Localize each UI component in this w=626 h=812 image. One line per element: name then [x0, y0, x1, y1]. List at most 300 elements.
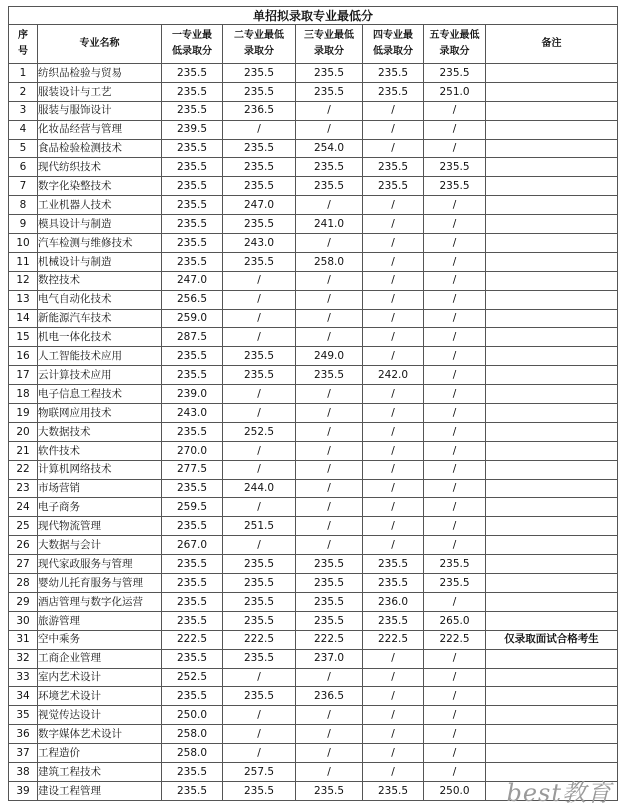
second-choice-score: /: [223, 536, 296, 555]
row-index: 4: [9, 120, 38, 139]
second-choice-score: 235.5: [223, 781, 296, 800]
table-row: [9, 498, 618, 517]
major-name: 现代纺织技术: [38, 158, 162, 177]
second-choice-score: /: [223, 460, 296, 479]
third-choice-score: /: [296, 744, 363, 763]
fourth-choice-score: /: [363, 215, 424, 234]
fifth-choice-score: 235.5: [424, 158, 486, 177]
row-index: 16: [9, 347, 38, 366]
row-index: 35: [9, 706, 38, 725]
fourth-choice-score: /: [363, 385, 424, 404]
fifth-choice-score: 235.5: [424, 574, 486, 593]
fourth-choice-score: 235.5: [363, 574, 424, 593]
fourth-choice-score: 235.5: [363, 158, 424, 177]
major-name: 酒店管理与数字化运营: [38, 592, 162, 611]
second-choice-score: 222.5: [223, 630, 296, 649]
note-cell: [486, 101, 618, 120]
second-choice-score: 235.5: [223, 555, 296, 574]
row-index: 27: [9, 555, 38, 574]
fourth-choice-score: /: [363, 234, 424, 253]
second-choice-score: /: [223, 706, 296, 725]
second-choice-score: /: [223, 441, 296, 460]
first-choice-score: 287.5: [162, 328, 223, 347]
second-choice-score: 235.5: [223, 64, 296, 83]
first-choice-score: 243.0: [162, 404, 223, 423]
third-choice-score: 254.0: [296, 139, 363, 158]
fourth-choice-score: /: [363, 536, 424, 555]
table-row: [9, 404, 618, 423]
fourth-choice-score: 235.5: [363, 781, 424, 800]
first-choice-score: 235.5: [162, 555, 223, 574]
first-choice-score: 247.0: [162, 271, 223, 290]
note-cell: [486, 366, 618, 385]
note-cell: [486, 385, 618, 404]
second-choice-score: 235.5: [223, 252, 296, 271]
table-row: [9, 120, 618, 139]
note-cell: [486, 574, 618, 593]
fifth-choice-score: /: [424, 536, 486, 555]
row-index: 23: [9, 479, 38, 498]
fifth-choice-score: /: [424, 366, 486, 385]
row-index: 19: [9, 404, 38, 423]
row-index: 8: [9, 196, 38, 215]
major-name: 人工智能技术应用: [38, 347, 162, 366]
fourth-choice-score: /: [363, 290, 424, 309]
first-choice-score: 258.0: [162, 725, 223, 744]
fourth-choice-score: /: [363, 422, 424, 441]
first-choice-score: 235.5: [162, 215, 223, 234]
first-choice-score: 222.5: [162, 630, 223, 649]
first-choice-score: 235.5: [162, 649, 223, 668]
table-row: [9, 366, 618, 385]
fourth-choice-score: /: [363, 744, 424, 763]
fourth-choice-score: /: [363, 347, 424, 366]
major-name: 电子商务: [38, 498, 162, 517]
note-cell: [486, 64, 618, 83]
note-cell: [486, 460, 618, 479]
table-row: [9, 309, 618, 328]
note-cell: [486, 422, 618, 441]
fifth-choice-score: /: [424, 290, 486, 309]
second-choice-score: 235.5: [223, 574, 296, 593]
row-index: 1: [9, 64, 38, 83]
fifth-choice-score: /: [424, 234, 486, 253]
third-choice-score: /: [296, 120, 363, 139]
first-choice-score: 235.5: [162, 82, 223, 101]
table-row: [9, 252, 618, 271]
note-cell: [486, 290, 618, 309]
fifth-choice-score: /: [424, 706, 486, 725]
row-index: 34: [9, 687, 38, 706]
fifth-choice-score: /: [424, 687, 486, 706]
first-choice-score: 277.5: [162, 460, 223, 479]
table-row: [9, 668, 618, 687]
fifth-choice-score: /: [424, 422, 486, 441]
note-cell: [486, 139, 618, 158]
major-name: 服装与服饰设计: [38, 101, 162, 120]
first-choice-score: 259.5: [162, 498, 223, 517]
fifth-choice-score: /: [424, 649, 486, 668]
row-index: 32: [9, 649, 38, 668]
major-name: 市场营销: [38, 479, 162, 498]
table-row: [9, 536, 618, 555]
table-row: [9, 630, 618, 649]
table-row: [9, 271, 618, 290]
first-choice-score: 235.5: [162, 611, 223, 630]
second-choice-score: /: [223, 385, 296, 404]
major-name: 旅游管理: [38, 611, 162, 630]
major-name: 工业机器人技术: [38, 196, 162, 215]
first-choice-score: 259.0: [162, 309, 223, 328]
row-index: 18: [9, 385, 38, 404]
major-name: 工商企业管理: [38, 649, 162, 668]
table-row: [9, 101, 618, 120]
row-index: 22: [9, 460, 38, 479]
table-row: [9, 574, 618, 593]
fourth-choice-score: /: [363, 101, 424, 120]
first-choice-score: 235.5: [162, 234, 223, 253]
third-choice-score: 235.5: [296, 574, 363, 593]
fifth-choice-score: /: [424, 744, 486, 763]
first-choice-score: 258.0: [162, 744, 223, 763]
fifth-choice-score: /: [424, 762, 486, 781]
row-index: 30: [9, 611, 38, 630]
fourth-choice-score: 235.5: [363, 611, 424, 630]
row-index: 13: [9, 290, 38, 309]
first-choice-score: 235.5: [162, 196, 223, 215]
third-choice-score: 235.5: [296, 781, 363, 800]
fourth-choice-score: /: [363, 687, 424, 706]
fifth-choice-score: /: [424, 498, 486, 517]
fourth-choice-score: /: [363, 309, 424, 328]
fifth-choice-score: /: [424, 347, 486, 366]
table-title: 单招拟录取专业最低分: [9, 7, 618, 25]
fourth-choice-score: /: [363, 460, 424, 479]
fourth-choice-score: /: [363, 517, 424, 536]
note-cell: [486, 536, 618, 555]
note-cell: [486, 404, 618, 423]
note-cell: [486, 441, 618, 460]
major-name: 计算机网络技术: [38, 460, 162, 479]
row-index: 7: [9, 177, 38, 196]
row-index: 17: [9, 366, 38, 385]
fourth-choice-score: /: [363, 649, 424, 668]
major-name: 电子信息工程技术: [38, 385, 162, 404]
note-cell: [486, 555, 618, 574]
fifth-choice-score: /: [424, 328, 486, 347]
row-index: 6: [9, 158, 38, 177]
major-name: 环境艺术设计: [38, 687, 162, 706]
row-index: 24: [9, 498, 38, 517]
major-name: 新能源汽车技术: [38, 309, 162, 328]
fourth-choice-score: /: [363, 441, 424, 460]
third-choice-score: /: [296, 668, 363, 687]
third-choice-score: /: [296, 422, 363, 441]
fourth-choice-score: 235.5: [363, 64, 424, 83]
second-choice-score: /: [223, 309, 296, 328]
fourth-choice-score: /: [363, 725, 424, 744]
table-row: [9, 687, 618, 706]
row-index: 33: [9, 668, 38, 687]
second-choice-score: 257.5: [223, 762, 296, 781]
third-choice-score: /: [296, 441, 363, 460]
row-index: 25: [9, 517, 38, 536]
fifth-choice-score: 235.5: [424, 555, 486, 574]
row-index: 12: [9, 271, 38, 290]
fifth-choice-score: /: [424, 460, 486, 479]
first-choice-score: 235.5: [162, 347, 223, 366]
table-row: [9, 611, 618, 630]
note-cell: [486, 479, 618, 498]
second-choice-score: /: [223, 290, 296, 309]
note-cell: [486, 252, 618, 271]
third-choice-score: 237.0: [296, 649, 363, 668]
note-cell: [486, 592, 618, 611]
major-name: 空中乘务: [38, 630, 162, 649]
table-row: [9, 555, 618, 574]
row-index: 31: [9, 630, 38, 649]
note-cell: [486, 725, 618, 744]
first-choice-score: 235.5: [162, 158, 223, 177]
fourth-choice-score: 235.5: [363, 177, 424, 196]
note-cell: [486, 687, 618, 706]
third-choice-score: /: [296, 385, 363, 404]
third-choice-score: /: [296, 404, 363, 423]
note-cell: [486, 498, 618, 517]
table-row: [9, 82, 618, 101]
table-row: [9, 385, 618, 404]
table-row: [9, 215, 618, 234]
second-choice-score: 235.5: [223, 158, 296, 177]
note-cell: [486, 234, 618, 253]
first-choice-score: 235.5: [162, 64, 223, 83]
third-choice-score: 235.5: [296, 611, 363, 630]
header-index: 序 号: [9, 25, 38, 64]
major-name: 机械设计与制造: [38, 252, 162, 271]
table-row: [9, 328, 618, 347]
fourth-choice-score: /: [363, 271, 424, 290]
watermark-logo: best教育: [506, 779, 612, 807]
fourth-choice-score: /: [363, 139, 424, 158]
second-choice-score: /: [223, 668, 296, 687]
fifth-choice-score: /: [424, 139, 486, 158]
third-choice-score: /: [296, 517, 363, 536]
row-index: 38: [9, 762, 38, 781]
fifth-choice-score: /: [424, 120, 486, 139]
major-name: 大数据与会计: [38, 536, 162, 555]
second-choice-score: 235.5: [223, 82, 296, 101]
major-name: 视觉传达设计: [38, 706, 162, 725]
table-row: [9, 139, 618, 158]
row-index: 28: [9, 574, 38, 593]
note-cell: [486, 611, 618, 630]
major-name: 室内艺术设计: [38, 668, 162, 687]
third-choice-score: /: [296, 290, 363, 309]
third-choice-score: 241.0: [296, 215, 363, 234]
table-row: [9, 234, 618, 253]
major-name: 数字媒体艺术设计: [38, 725, 162, 744]
major-name: 现代家政服务与管理: [38, 555, 162, 574]
second-choice-score: 252.5: [223, 422, 296, 441]
fifth-choice-score: 265.0: [424, 611, 486, 630]
first-choice-score: 256.5: [162, 290, 223, 309]
first-choice-score: 250.0: [162, 706, 223, 725]
fourth-choice-score: /: [363, 328, 424, 347]
major-name: 建设工程管理: [38, 781, 162, 800]
second-choice-score: 235.5: [223, 366, 296, 385]
fifth-choice-score: /: [424, 252, 486, 271]
second-choice-score: 235.5: [223, 649, 296, 668]
fourth-choice-score: 235.5: [363, 555, 424, 574]
fourth-choice-score: 242.0: [363, 366, 424, 385]
second-choice-score: /: [223, 404, 296, 423]
fifth-choice-score: /: [424, 592, 486, 611]
third-choice-score: /: [296, 725, 363, 744]
note-cell: 仅录取面试合格考生: [486, 630, 618, 649]
second-choice-score: 235.5: [223, 177, 296, 196]
fourth-choice-score: /: [363, 196, 424, 215]
major-name: 建筑工程技术: [38, 762, 162, 781]
major-name: 数字化染整技术: [38, 177, 162, 196]
major-name: 数控技术: [38, 271, 162, 290]
third-choice-score: 222.5: [296, 630, 363, 649]
major-name: 汽车检测与维修技术: [38, 234, 162, 253]
header-second-choice: 二专业最低 录取分: [223, 25, 296, 64]
table-body: [9, 64, 618, 801]
major-name: 婴幼儿托育服务与管理: [38, 574, 162, 593]
fourth-choice-score: /: [363, 120, 424, 139]
table-row: [9, 706, 618, 725]
third-choice-score: /: [296, 460, 363, 479]
row-index: 36: [9, 725, 38, 744]
fourth-choice-score: /: [363, 706, 424, 725]
note-cell: [486, 328, 618, 347]
major-name: 化妆品经营与管理: [38, 120, 162, 139]
second-choice-score: 244.0: [223, 479, 296, 498]
table-row: [9, 347, 618, 366]
first-choice-score: 235.5: [162, 252, 223, 271]
table-row: [9, 196, 618, 215]
third-choice-score: /: [296, 101, 363, 120]
table-row: [9, 158, 618, 177]
row-index: 29: [9, 592, 38, 611]
table-row: [9, 649, 618, 668]
admission-score-table: [8, 6, 618, 801]
row-index: 11: [9, 252, 38, 271]
note-cell: [486, 177, 618, 196]
fourth-choice-score: /: [363, 479, 424, 498]
second-choice-score: 235.5: [223, 139, 296, 158]
second-choice-score: /: [223, 725, 296, 744]
fourth-choice-score: /: [363, 404, 424, 423]
note-cell: [486, 706, 618, 725]
table-row: [9, 441, 618, 460]
row-index: 39: [9, 781, 38, 800]
note-cell: [486, 649, 618, 668]
third-choice-score: 236.5: [296, 687, 363, 706]
header-third-choice: 三专业最低 录取分: [296, 25, 363, 64]
note-cell: [486, 215, 618, 234]
header-major: 专业名称: [38, 25, 162, 64]
table-row: [9, 744, 618, 763]
third-choice-score: 249.0: [296, 347, 363, 366]
fifth-choice-score: 235.5: [424, 64, 486, 83]
major-name: 现代物流管理: [38, 517, 162, 536]
first-choice-score: 239.0: [162, 385, 223, 404]
second-choice-score: /: [223, 498, 296, 517]
row-index: 2: [9, 82, 38, 101]
note-cell: [486, 309, 618, 328]
second-choice-score: /: [223, 744, 296, 763]
table-row: [9, 177, 618, 196]
third-choice-score: /: [296, 479, 363, 498]
second-choice-score: 251.5: [223, 517, 296, 536]
second-choice-score: /: [223, 271, 296, 290]
second-choice-score: 235.5: [223, 215, 296, 234]
fifth-choice-score: /: [424, 101, 486, 120]
fifth-choice-score: /: [424, 309, 486, 328]
first-choice-score: 235.5: [162, 517, 223, 536]
fourth-choice-score: 235.5: [363, 82, 424, 101]
row-index: 26: [9, 536, 38, 555]
third-choice-score: /: [296, 498, 363, 517]
third-choice-score: /: [296, 706, 363, 725]
major-name: 模具设计与制造: [38, 215, 162, 234]
third-choice-score: 235.5: [296, 64, 363, 83]
note-cell: [486, 517, 618, 536]
header-note: 备注: [486, 25, 618, 64]
first-choice-score: 235.5: [162, 139, 223, 158]
third-choice-score: 235.5: [296, 177, 363, 196]
major-name: 物联网应用技术: [38, 404, 162, 423]
fifth-choice-score: /: [424, 385, 486, 404]
table-row: [9, 422, 618, 441]
fifth-choice-score: /: [424, 725, 486, 744]
third-choice-score: /: [296, 762, 363, 781]
header-fourth-choice: 四专业最 低录取分: [363, 25, 424, 64]
major-name: 纺织品检验与贸易: [38, 64, 162, 83]
note-cell: [486, 271, 618, 290]
first-choice-score: 235.5: [162, 781, 223, 800]
third-choice-score: 235.5: [296, 158, 363, 177]
second-choice-score: /: [223, 120, 296, 139]
third-choice-score: 235.5: [296, 592, 363, 611]
row-index: 15: [9, 328, 38, 347]
first-choice-score: 235.5: [162, 479, 223, 498]
major-name: 云计算技术应用: [38, 366, 162, 385]
second-choice-score: 236.5: [223, 101, 296, 120]
major-name: 服装设计与工艺: [38, 82, 162, 101]
second-choice-score: 235.5: [223, 611, 296, 630]
third-choice-score: /: [296, 536, 363, 555]
first-choice-score: 235.5: [162, 762, 223, 781]
third-choice-score: 235.5: [296, 555, 363, 574]
fifth-choice-score: 235.5: [424, 177, 486, 196]
third-choice-score: /: [296, 309, 363, 328]
first-choice-score: 235.5: [162, 177, 223, 196]
first-choice-score: 239.5: [162, 120, 223, 139]
first-choice-score: 235.5: [162, 422, 223, 441]
major-name: 工程造价: [38, 744, 162, 763]
fourth-choice-score: /: [363, 668, 424, 687]
row-index: 3: [9, 101, 38, 120]
second-choice-score: 235.5: [223, 347, 296, 366]
note-cell: [486, 347, 618, 366]
first-choice-score: 235.5: [162, 366, 223, 385]
major-name: 大数据技术: [38, 422, 162, 441]
first-choice-score: 270.0: [162, 441, 223, 460]
fifth-choice-score: /: [424, 441, 486, 460]
